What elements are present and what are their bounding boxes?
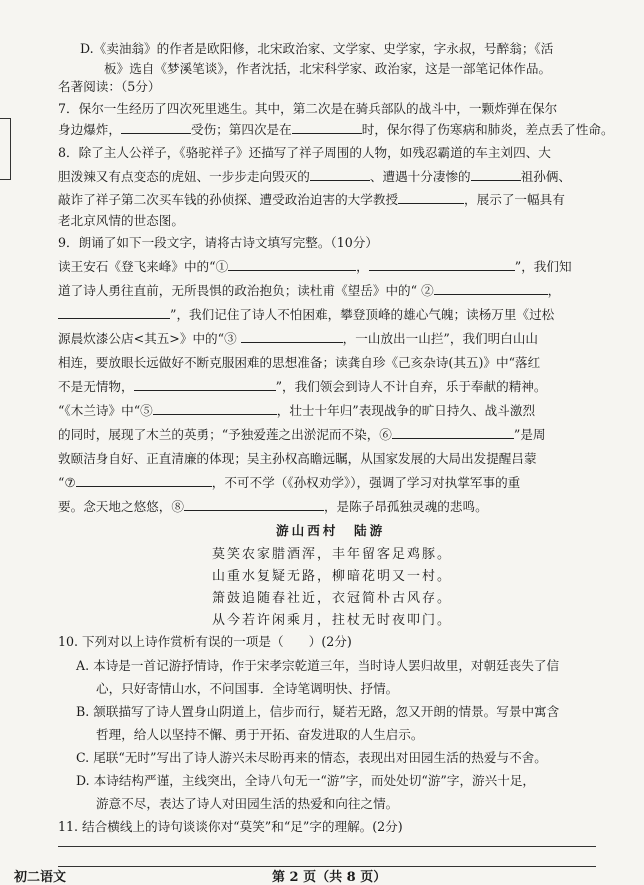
q10-option-d-2: 游意不尽，表达了诗人对田园生活的热爱和向往之情。	[96, 796, 399, 811]
q10-question: 10. 下列对以上诗作赏析有误的一项是（ ）(2分)	[58, 634, 352, 649]
q9-line-1: 读王安石《登飞来峰》中的“① ， ”，我们知	[58, 259, 572, 274]
blank-q8-1[interactable]	[310, 168, 370, 181]
q9-line-11: 要。念天地之悠悠，⑧ ，是陈子昂孤独灵魂的悲鸣。	[58, 499, 488, 514]
q10-option-a-1: A. 本诗是一首记游抒情诗，作于宋孝宗乾道三年，当时诗人罢归故里，对朝廷丧失了信	[76, 658, 560, 673]
q9-line-10: “⑦ ，不可不学（《孙权劝学》），强调了学习对执掌军事的重	[58, 475, 521, 490]
blank-q7-1[interactable]	[121, 121, 191, 134]
q8-line-4: 老北京风情的世态图。	[58, 213, 184, 228]
q10-option-a-2: 心，只好寄情山水，不问国事．全诗笔调明快、抒情。	[96, 681, 399, 696]
poem-line-2: 山重水复疑无路，柳暗花明又一村。	[212, 569, 453, 584]
blank-q9-2b[interactable]	[58, 306, 170, 319]
blank-q9-1a[interactable]	[228, 258, 356, 271]
q8-line-1: 8．除了主人公祥子，《骆驼祥子》还描写了祥子周围的人物，如残忍霸道的车主刘四、大	[58, 145, 551, 160]
q9-line-3: ”，我们记住了诗人不怕困难，攀登顶峰的雄心气魄；读杨万里《过松	[58, 306, 554, 324]
answer-line-1[interactable]	[58, 846, 596, 847]
blank-q9-8[interactable]	[184, 498, 324, 511]
footer-subject: 初二语文	[14, 870, 67, 885]
option-d-line-2: 板》选自《梦溪笔谈》，作者沈括，北宋科学家、政治家，这是一部笔记体作品。	[104, 61, 552, 76]
q8-line-3: 敲诈了祥子第二次买车钱的孙侦探、遭受政治迫害的大学教授 ，展示了一幅具有	[58, 192, 565, 207]
q10-option-c: C. 尾联“无时”写出了诗人游兴未尽盼再来的情态，表现出对田园生活的热爱与不舍。	[76, 750, 547, 765]
q7-line-1: 7．保尔一生经历了四次死里逃生。其中，第二次是在骑兵部队的战斗中，一颗炸弹在保尔	[58, 101, 558, 116]
blank-q9-4[interactable]	[134, 378, 276, 391]
blank-q8-2[interactable]	[471, 168, 521, 181]
q10-option-b-2: 哲理，给人以坚持不懈、勇于开拓、奋发进取的人生启示。	[96, 727, 424, 742]
blank-q9-5[interactable]	[153, 402, 277, 415]
poem-line-4: 从今若许闲乘月，拄杖无时夜叩门。	[212, 613, 453, 628]
option-d-line-1: D.《卖油翁》的作者是欧阳修，北宋政治家、文学家、史学家，字永叔，号醉翁；《活	[80, 41, 554, 56]
q7-line-2: 身边爆炸， 受伤；第四次是在 时，保尔得了伤寒病和肺炎，差点丢了性命。	[58, 122, 614, 137]
q9-line-8: 的同时，展现了木兰的英勇；“予独爱莲之出淤泥而不染，⑥ ”是周	[58, 427, 546, 442]
q8-line-2: 胆泼辣又有点变态的虎妞、一步步走向毁灭的 、遭遇十分凄惨的 祖孙俩、	[58, 169, 571, 184]
blank-q9-7[interactable]	[76, 474, 212, 487]
blank-q9-2a[interactable]	[434, 282, 548, 295]
binding-bracket	[0, 118, 11, 180]
q9-line-5: 相连，要放眼长远做好不断克服困难的思想准备；读龚自珍《己亥杂诗(其五)》中“落红	[58, 355, 541, 370]
q9-line-7: “《木兰诗》中“⑤ ，壮士十年归”表现战争的旷日持久、战斗激烈	[58, 403, 536, 418]
q9-line-9: 敦颐洁身自好、正直清廉的体现；吴主孙权高瞻远瞩，从国家发展的大局出发提醒吕蒙	[58, 451, 537, 466]
blank-q7-2[interactable]	[292, 121, 362, 134]
footer-page-number: 第 2 页（共 8 页）	[272, 870, 387, 885]
q9-heading: 9．朗诵了如下一段文字，请将古诗文填写完整。（10分）	[58, 235, 378, 250]
blank-q9-1b[interactable]	[369, 258, 515, 271]
q9-line-2: 道了诗人勇往直前，无所畏惧的政治抱负；读杜甫《望岳》中的“ ② ，	[58, 283, 561, 298]
q11-question: 11. 结合横线上的诗句谈谈你对“莫笑”和“足”字的理解。(2分)	[58, 819, 403, 834]
blank-q9-6[interactable]	[392, 426, 514, 439]
q10-option-b-1: B. 颔联描写了诗人置身山阴道上，信步而行，疑若无路，忽又开朗的情景。写景中寓含	[76, 704, 560, 719]
poem-line-3: 箫鼓追随春社近，衣冠简朴古风存。	[212, 591, 453, 606]
q9-line-4: 源晨炊漆公店<其五>》中的“③ ，一山放出一山拦”，我们明白山山	[58, 331, 539, 346]
poem-title: 游山西村 陆游	[276, 523, 386, 538]
blank-q8-3[interactable]	[398, 191, 464, 204]
q9-line-6: 不是无情物， ”，我们领会到诗人不计自弃，乐于奉献的精神。	[58, 379, 547, 394]
poem-line-1: 莫笑农家腊酒浑，丰年留客足鸡豚。	[212, 547, 453, 562]
blank-q9-3[interactable]	[241, 330, 343, 343]
section-heading: 名著阅读：（5分）	[58, 79, 161, 94]
q10-option-d-1: D. 本诗结构严谨，主线突出，全诗八句无一“游”字，而处处切“游”字，游兴十足，	[76, 773, 536, 788]
